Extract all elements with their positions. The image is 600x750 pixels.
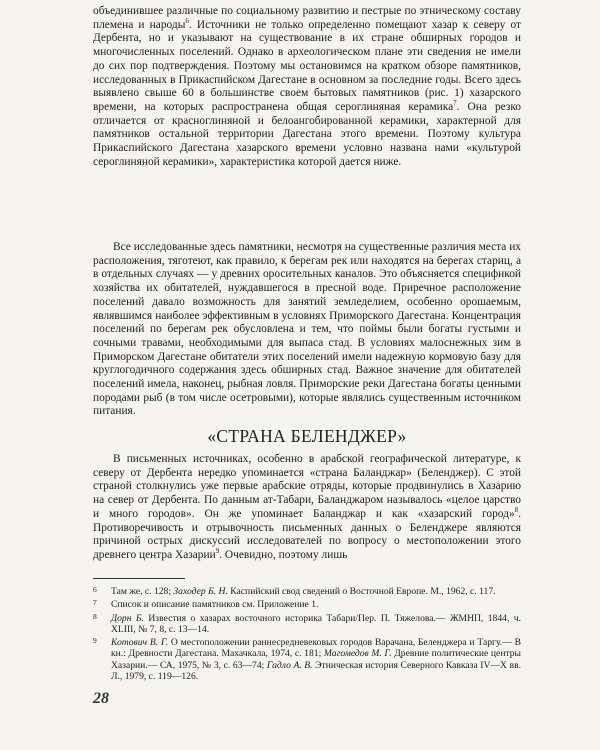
footnote-7: 7 Список и описание памятников см. Приложение 1. — [93, 598, 319, 611]
paragraph-khazar-settlements: объединившее различные по социальному развитию и пестрые по этническому составу племена и народы$^6$. Источники не только определенно помещают хазар к северу от Дербента, но и указывают на существование в их стране обширных городов и многочисленных поселений. Однако в археологическом плане эти сведения не имели до сих пор подтверждения. Поэтому мы остановимся на кратком обзоре памятников, исследованных в Прикаспийском Дагестане в основном за последние годы. Всего здесь выявлено свыше 60 в большинстве своем бытовых памятников (рис. 1) хазарского времени, на которых распространена общая сероглиняная керамика$^7$. Она резко отличается от красноглиняной и белоангобированной керамики, характерной для памятников остальной территории Дагестана этого времени. Поэтому культура Прикаспийского Дагестана хазарского времени условно названа нами «культурой сероглиняной керамики», характеристика которой дается ниже. — [93, 5, 521, 168]
footnote-divider — [93, 578, 185, 579]
footnote-number: 9 — [93, 636, 97, 646]
footnote-number: 7 — [93, 598, 97, 608]
footnote-8: 8 Дорн Б. Известия о хазарах восточного историка Табари/Пер. П. Тяжелова.— ЖМНП, 1844, ч. XLIII, № 7, 8, с. 13—14. — [93, 611, 521, 635]
footnote-ref-7[interactable]: 7 — [453, 99, 457, 108]
paragraph-river-locations: Все исследованные здесь памятники, несмотря на существенные различия места их расположения, тяготеют, как правило, к берегам рек или находятся на берегах стариц, а в отдельных случаях — у древних оросительных каналов. Это объясняется спецификой хозяйства их обитателей, нуждавшегося в пресной воде. Приречное расположение поселений давало возможность для занятий земледелием, особенно орошаемым, являвшимся наиболее эффективным в условиях Приморского Дагестана. Концентрация поселений по берегам рек обусловлена и тем, что поймы были богаты густыми и сочными травами, необходимыми для выпаса стад. В условиях малоснежных зим в Приморском Дагестане обитатели этих поселений имели надежную кормовую базу для круглогодичного содержания здесь обширных стад. Важное значение для обитателей поселений имела, наконец, рыбная ловля. Приморские реки Дагестана богаты ценными породами рыб (в том числе осетровыми), которые являлись существенным источником питания. — [93, 241, 521, 418]
footnote-6: 6 Там же, с. 128; Заходер Б. Н. Каспийский свод сведений о Восточной Европе. М., 1962, с. 117. — [93, 585, 496, 597]
page-number: 28 — [93, 690, 109, 707]
footnote-number: 6 — [93, 585, 97, 594]
footnote-ref-6[interactable]: 6 — [185, 16, 189, 25]
body-text-section — [93, 453, 521, 563]
section-heading: «СТРАНА БЕЛЕНДЖЕР» — [207, 426, 407, 446]
body-text-middle — [93, 241, 521, 419]
paragraph-belendzher: В письменных источниках, особенно в арабской географической литературе, к северу от Дербента нередко упоминается «страна Баланджар» (Беленджер). С этой страной столкнулись уже первые арабские отряды, которые продвинулись в Хазарию на север от Дербента. По данным ат-Табари, Баланджаром называлось «целое царство и много городов». Он же упоминает Баланджар и как «хазарский город»$^8$. Противоречивость и отрывочность письменных данных о Беленджере являются причиной острых дискуссий исследователей по вопросу о местоположении этого древнего центра Хазарии$^9$. Очевидно, поэтому лишь — [93, 453, 521, 561]
footnote-ref-8[interactable]: 8 — [514, 506, 519, 515]
body-text-top — [93, 5, 521, 169]
footnote-9: 9 Котович В. Г. О местоположении раннесредневековых городов Варачана, Беленджера и Таргу.— В кн.: Древности Дагестана. Махачкала, 1974, с. 181; Магомедов М. Г. Древние политические центры Хазарии.— СА, 1975, № 3, с. 63—74; Гадло А. В. Этническая история Северного Кавказа IV—X вв. Л., 1979, с. 119—126. — [93, 636, 522, 683]
footnote-ref-9[interactable]: 9 — [215, 547, 220, 556]
footnotes — [93, 584, 521, 682]
footnote-number: 8 — [93, 611, 97, 621]
